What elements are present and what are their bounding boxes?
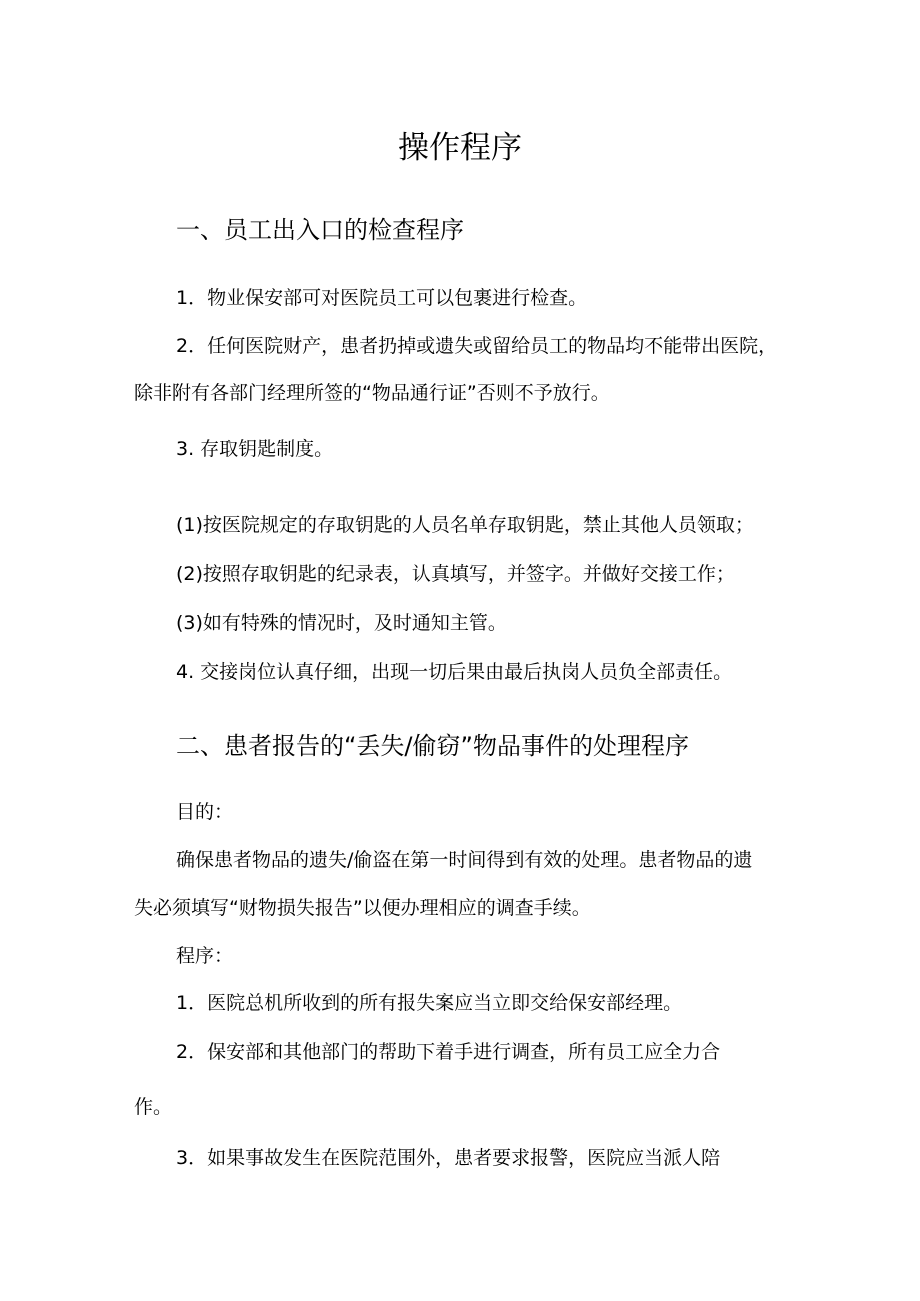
section1-item2-line1: 2．任何医院财产，患者扔掉或遗失或留给员工的物品均不能带出医院，: [176, 335, 778, 357]
section2-purpose-line2: 失必须填写“财物损失报告”以便办理相应的调查手续。: [134, 897, 591, 919]
section1-sub3: (3)如有特殊的情况时，及时通知主管。: [176, 612, 507, 634]
section2-step2-line2: 作。: [134, 1096, 173, 1118]
section2-purpose-line1: 确保患者物品的遗失/偷盗在第一时间得到有效的处理。患者物品的遗: [176, 849, 753, 871]
section2-step3: 3．如果事故发生在医院范围外，患者要求报警，医院应当派人陪: [176, 1147, 721, 1169]
section1-sub1: (1)按医院规定的存取钥匙的人员名单存取钥匙，禁止其他人员领取；: [176, 514, 754, 536]
section1-item3: 3. 存取钥匙制度。: [176, 438, 334, 460]
section2-step1: 1．医院总机所收到的所有报失案应当立即交给保安部经理。: [176, 992, 683, 1014]
section2-purpose-label: 目的：: [176, 801, 234, 823]
section1-item2-line2: 除非附有各部门经理所签的“物品通行证”否则不予放行。: [134, 382, 610, 404]
section1-item1: 1．物业保安部可对医院员工可以包裹进行检查。: [176, 287, 588, 309]
document-title: 操作程序: [398, 130, 522, 166]
section2-procedure-label: 程序：: [176, 945, 234, 967]
section1-item4: 4. 交接岗位认真仔细，出现一切后果由最后执岗人员负全部责任。: [176, 661, 733, 683]
section1-heading: 一、员工出入口的检查程序: [176, 216, 464, 244]
section1-sub2: (2)按照存取钥匙的纪录表，认真填写，并签字。并做好交接工作；: [176, 563, 735, 585]
section2-heading: 二、患者报告的“丢失/偷窃”物品事件的处理程序: [176, 732, 689, 760]
section2-step2-line1: 2．保安部和其他部门的帮助下着手进行调查，所有员工应全力合: [176, 1041, 721, 1063]
